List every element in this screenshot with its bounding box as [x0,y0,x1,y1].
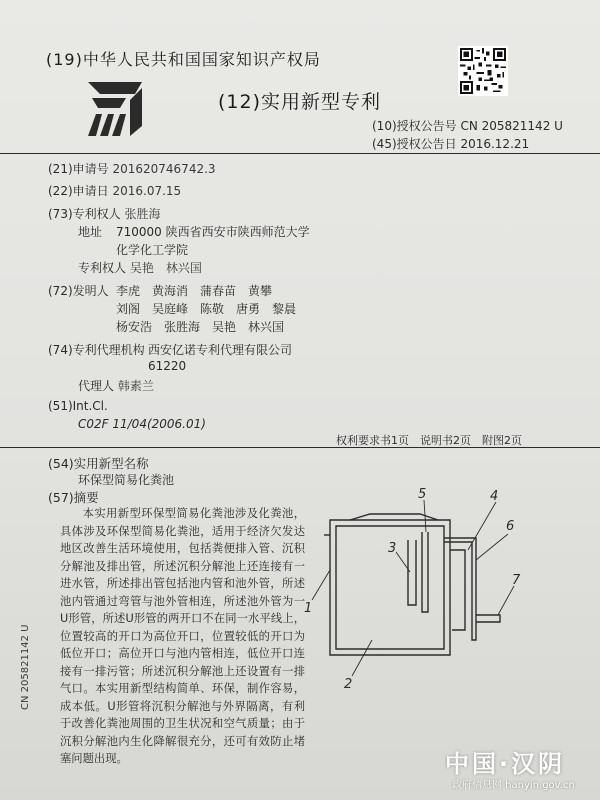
abstract-text: 本实用新型环保型简易化粪池涉及化粪池，具体涉及环保型简易化粪池，适用于经济欠发达地区改善生活环境使用，包括粪便排入管、沉积分解池及排出管，所述沉积分解池上还连接有一进水管，所述排出管包括池内管和池外管，所述池内管通过弯管与池外管相连，所述池外管为一U形管，所述U形管的两开口不在同一水平线上，位置较高的开口为高位开口，位置较低的开口为低位开口；高位开口与池内管相连，低位开口连接有一排污管；所述沉积分解池上还设置有一排气口。本实用新型结构简单、环保，制作容易，成本低。U形管将沉积分解池与外界隔离，有利于改善化粪池周围的卫生状况和空气质量；由于沉积分解池内生化降解很充分，还可有效防止堵塞问题出现。 [60,507,305,765]
abstract-label: (57)摘要 [48,490,99,505]
publication-date: (45)授权公告日 2016.12.21 [372,137,530,151]
diagram-label-4: 4 [490,489,499,504]
side-publication-id: CN 205821142 U [20,624,31,710]
co-holders-field: 专利权人 吴艳 林兴国 [78,261,202,275]
application-number-field: (21)申请号 201620746742.3 [48,162,216,176]
septic-tank-diagram [300,480,530,700]
utility-model-title: 环保型简易化粪池 [78,473,175,487]
diagram-label-6: 6 [506,519,515,534]
agent-field: 代理人 韩素兰 [78,379,154,393]
patent-office-logo-icon [80,74,150,144]
agency-line-2: 61220 [148,359,187,373]
office-name: (19)中华人民共和国国家知识产权局 [46,50,321,69]
watermark-subtitle: 政府信息网 hanyin.gov.cn [452,780,575,791]
inventors-line-1: 李虎 黄海消 蒲春苗 黄攀 [116,284,273,298]
address-line-2: 化学化工学院 [116,243,189,257]
inventors-line-3: 杨安浩 张胜海 吴艳 林兴国 [116,320,285,334]
ipc-value: C02F 11/04(2006.01) [78,417,206,431]
ipc-label: (51)Int.Cl. [48,399,108,413]
publication-number: (10)授权公告号 CN 205821142 U [372,119,563,133]
diagram-label-5: 5 [418,487,427,502]
title-label: (54)实用新型名称 [48,456,149,471]
address-label: 地址 [78,225,103,239]
diagram-label-7: 7 [512,573,521,588]
agency-line-1: 西安亿诺专利代理有限公司 [148,343,293,357]
inventors-label: (72)发明人 [48,284,109,298]
diagram-label-3: 3 [388,541,397,556]
address-line-1: 710000 陕西省西安市陕西师范大学 [116,225,310,239]
patent-holder-field: (73)专利权人 张胜海 [48,207,161,221]
diagram-label-2: 2 [344,677,353,692]
biblio-divider [0,447,600,448]
qr-code-icon [458,46,508,96]
header-divider [0,153,600,154]
inventors-line-2: 刘阁 吴庭峰 陈敬 唐勇 黎晨 [116,302,297,316]
application-date-field: (22)申请日 2016.07.15 [48,184,182,198]
diagram-label-1: 1 [304,601,313,616]
agency-label: (74)专利代理机构 [48,343,145,357]
page-counts: 权利要求书1页 说明书2页 附图2页 [336,434,522,447]
document-type: (12)实用新型专利 [218,91,382,113]
watermark-brand: 中国·汉阴 [445,750,566,778]
